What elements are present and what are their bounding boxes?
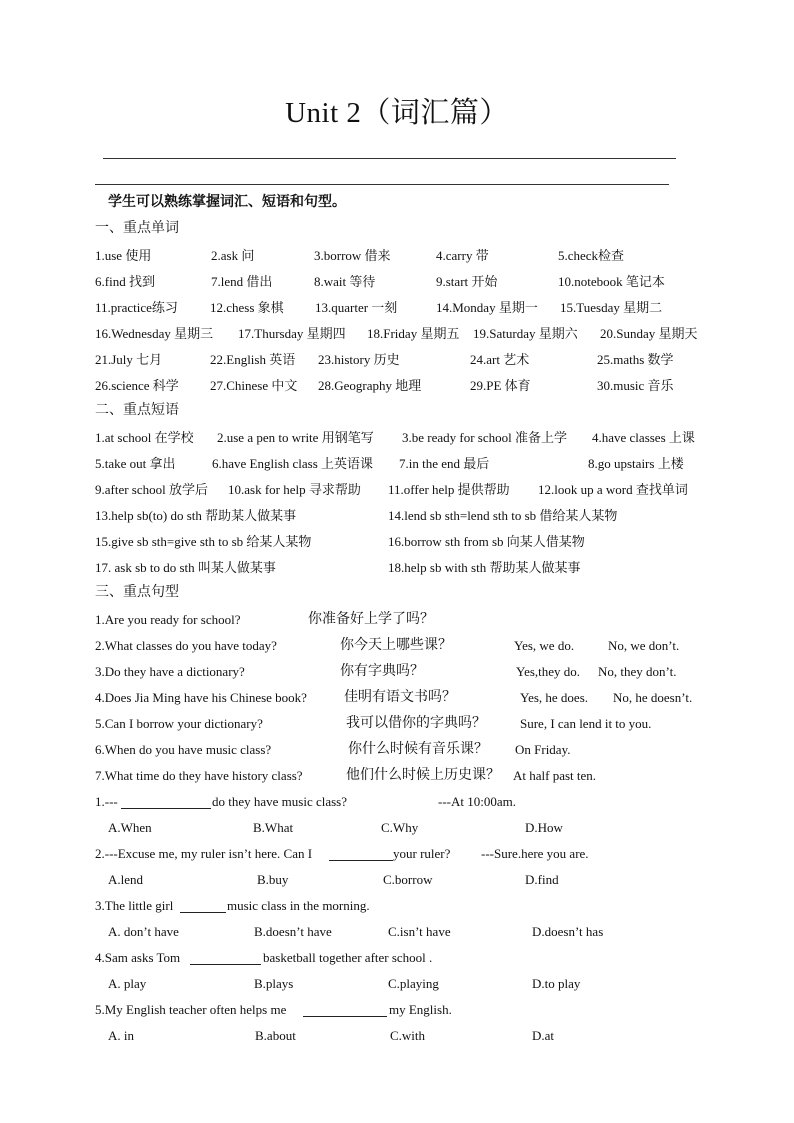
phrase-item: 1.at school 在学校 [95, 430, 194, 445]
question-text: 1.--- [95, 794, 118, 809]
question-text: 2.---Excuse me, my ruler isn’t here. Can I [95, 846, 313, 861]
word-item: 29.PE 体育 [470, 378, 531, 393]
question-text: 3.The little girl [95, 898, 174, 913]
phrase-item: 9.after school 放学后 [95, 482, 209, 497]
question-answer-hint: ---Sure.here you are. [481, 846, 589, 861]
answer-blank[interactable] [190, 964, 261, 965]
answer-option[interactable]: B.What [253, 820, 294, 835]
sentence-chinese: 你什么时候有音乐课？ [348, 742, 488, 757]
sentence-english: 3.Do they have a dictionary? [95, 664, 245, 679]
word-item: 26.science 科学 [95, 378, 179, 393]
answer-yes: On Friday. [515, 742, 571, 757]
section-heading-phrases: 二、重点短语 [95, 403, 179, 418]
section-heading-sentences: 三、重点句型 [95, 585, 179, 600]
answer-no: No, we don’t. [608, 638, 680, 653]
sentence-chinese: 佳明有语文书吗？ [344, 690, 456, 705]
answer-option[interactable]: A.lend [108, 872, 144, 887]
phrase-item: 3.be ready for school 准备上学 [402, 430, 567, 445]
answer-yes: Sure, I can lend it to you. [520, 716, 652, 731]
answer-option[interactable]: A. play [108, 976, 147, 991]
word-item: 17.Thursday 星期四 [238, 326, 346, 341]
intro-text: 学生可以熟练掌握词汇、短语和句型。 [108, 195, 346, 210]
answer-option[interactable]: C.borrow [383, 872, 433, 887]
word-item: 12.chess 象棋 [210, 300, 284, 315]
answer-option[interactable]: B.buy [257, 872, 289, 887]
answer-blank[interactable] [303, 1016, 387, 1017]
answer-option[interactable]: D.doesn’t has [532, 924, 604, 939]
question-text: basketball together after school . [263, 950, 433, 965]
divider-line [95, 184, 669, 185]
word-item: 27.Chinese 中文 [210, 378, 298, 393]
phrase-item: 11.offer help 提供帮助 [388, 482, 510, 497]
phrase-item: 7.in the end 最后 [399, 456, 490, 471]
sentence-chinese: 你准备好上学了吗？ [308, 612, 434, 627]
question-text: my English. [389, 1002, 452, 1017]
word-item: 1.use 使用 [95, 248, 152, 263]
answer-option[interactable]: C.playing [388, 976, 439, 991]
answer-option[interactable]: A. don’t have [108, 924, 179, 939]
phrase-item: 6.have English class 上英语课 [212, 456, 374, 471]
word-item: 14.Monday 星期一 [436, 300, 538, 315]
answer-option[interactable]: C.isn’t have [388, 924, 451, 939]
phrase-item: 4.have classes 上课 [592, 430, 695, 445]
word-item: 9.start 开始 [436, 274, 498, 289]
word-item: 10.notebook 笔记本 [558, 274, 665, 289]
answer-blank[interactable] [180, 912, 226, 913]
phrase-item: 12.look up a word 查找单词 [538, 482, 688, 497]
answer-blank[interactable] [121, 808, 211, 809]
phrase-item: 15.give sb sth=give sth to sb 给某人某物 [95, 534, 312, 549]
word-item: 19.Saturday 星期六 [473, 326, 578, 341]
word-item: 22.English 英语 [210, 352, 296, 367]
word-item: 13.quarter 一刻 [315, 300, 398, 315]
page-title: Unit 2（词汇篇） [285, 97, 509, 129]
answer-blank[interactable] [329, 860, 393, 861]
answer-option[interactable]: C.Why [381, 820, 419, 835]
answer-option[interactable]: A. in [108, 1028, 134, 1043]
sentence-english: 2.What classes do you have today? [95, 638, 277, 653]
phrase-item: 2.use a pen to write 用钢笔写 [217, 430, 374, 445]
phrase-item: 5.take out 拿出 [95, 456, 176, 471]
answer-no: No, they don’t. [598, 664, 677, 679]
sentence-chinese: 你有字典吗？ [340, 664, 424, 679]
sentence-english: 5.Can I borrow your dictionary? [95, 716, 263, 731]
word-item: 28.Geography 地理 [318, 378, 422, 393]
word-item: 24.art 艺术 [470, 352, 530, 367]
answer-yes: Yes,they do. [516, 664, 581, 679]
answer-yes: Yes, we do. [514, 638, 575, 653]
phrase-item: 16.borrow sth from sb 向某人借某物 [388, 534, 585, 549]
answer-option[interactable]: B.plays [254, 976, 294, 991]
answer-yes: At half past ten. [513, 768, 597, 783]
divider-line [103, 158, 676, 159]
word-item: 8.wait 等待 [314, 274, 376, 289]
word-item: 5.check检查 [558, 248, 625, 263]
word-item: 21.July 七月 [95, 352, 163, 367]
sentence-english: 1.Are you ready for school? [95, 612, 241, 627]
answer-option[interactable]: B.about [255, 1028, 296, 1043]
phrase-item: 8.go upstairs 上楼 [588, 456, 684, 471]
word-item: 7.lend 借出 [211, 274, 273, 289]
question-text: do they have music class? [212, 794, 348, 809]
question-text: music class in the morning. [227, 898, 370, 913]
answer-option[interactable]: D.How [525, 820, 563, 835]
word-item: 25.maths 数学 [597, 352, 674, 367]
answer-no: No, he doesn’t. [613, 690, 693, 705]
phrase-item: 14.lend sb sth=lend sth to sb 借给某人某物 [388, 508, 618, 523]
word-item: 20.Sunday 星期天 [600, 326, 698, 341]
answer-option[interactable]: B.doesn’t have [254, 924, 332, 939]
sentence-english: 7.What time do they have history class? [95, 768, 303, 783]
word-item: 16.Wednesday 星期三 [95, 326, 214, 341]
word-item: 6.find 找到 [95, 274, 155, 289]
question-answer-hint: ---At 10:00am. [438, 794, 516, 809]
word-item: 23.history 历史 [318, 352, 400, 367]
phrase-item: 10.ask for help 寻求帮助 [228, 482, 361, 497]
phrase-item: 17. ask sb to do sth 叫某人做某事 [95, 560, 276, 575]
section-heading-words: 一、重点单词 [95, 221, 179, 236]
word-item: 4.carry 带 [436, 248, 489, 263]
question-text: 4.Sam asks Tom [95, 950, 181, 965]
sentence-english: 4.Does Jia Ming have his Chinese book? [95, 690, 307, 705]
sentence-english: 6.When do you have music class? [95, 742, 272, 757]
answer-option[interactable]: D.to play [532, 976, 581, 991]
answer-option[interactable]: D.find [525, 872, 559, 887]
answer-yes: Yes, he does. [520, 690, 589, 705]
answer-option[interactable]: A.When [108, 820, 152, 835]
answer-option[interactable]: D.at [532, 1028, 555, 1043]
sentence-chinese: 你今天上哪些课？ [340, 638, 452, 653]
phrase-item: 18.help sb with sth 帮助某人做某事 [388, 560, 581, 575]
sentence-chinese: 他们什么时候上历史课？ [346, 768, 500, 783]
word-item: 11.practice练习 [95, 300, 178, 315]
word-item: 30.music 音乐 [597, 378, 674, 393]
word-item: 15.Tuesday 星期二 [560, 300, 663, 315]
sentence-chinese: 我可以借你的字典吗？ [346, 716, 486, 731]
answer-option[interactable]: C.with [390, 1028, 426, 1043]
phrase-item: 13.help sb(to) do sth 帮助某人做某事 [95, 508, 297, 523]
word-item: 2.ask 问 [211, 248, 255, 263]
question-text: 5.My English teacher often helps me [95, 1002, 287, 1017]
word-item: 3.borrow 借来 [314, 248, 391, 263]
word-item: 18.Friday 星期五 [367, 326, 460, 341]
question-text: your ruler? [393, 846, 451, 861]
